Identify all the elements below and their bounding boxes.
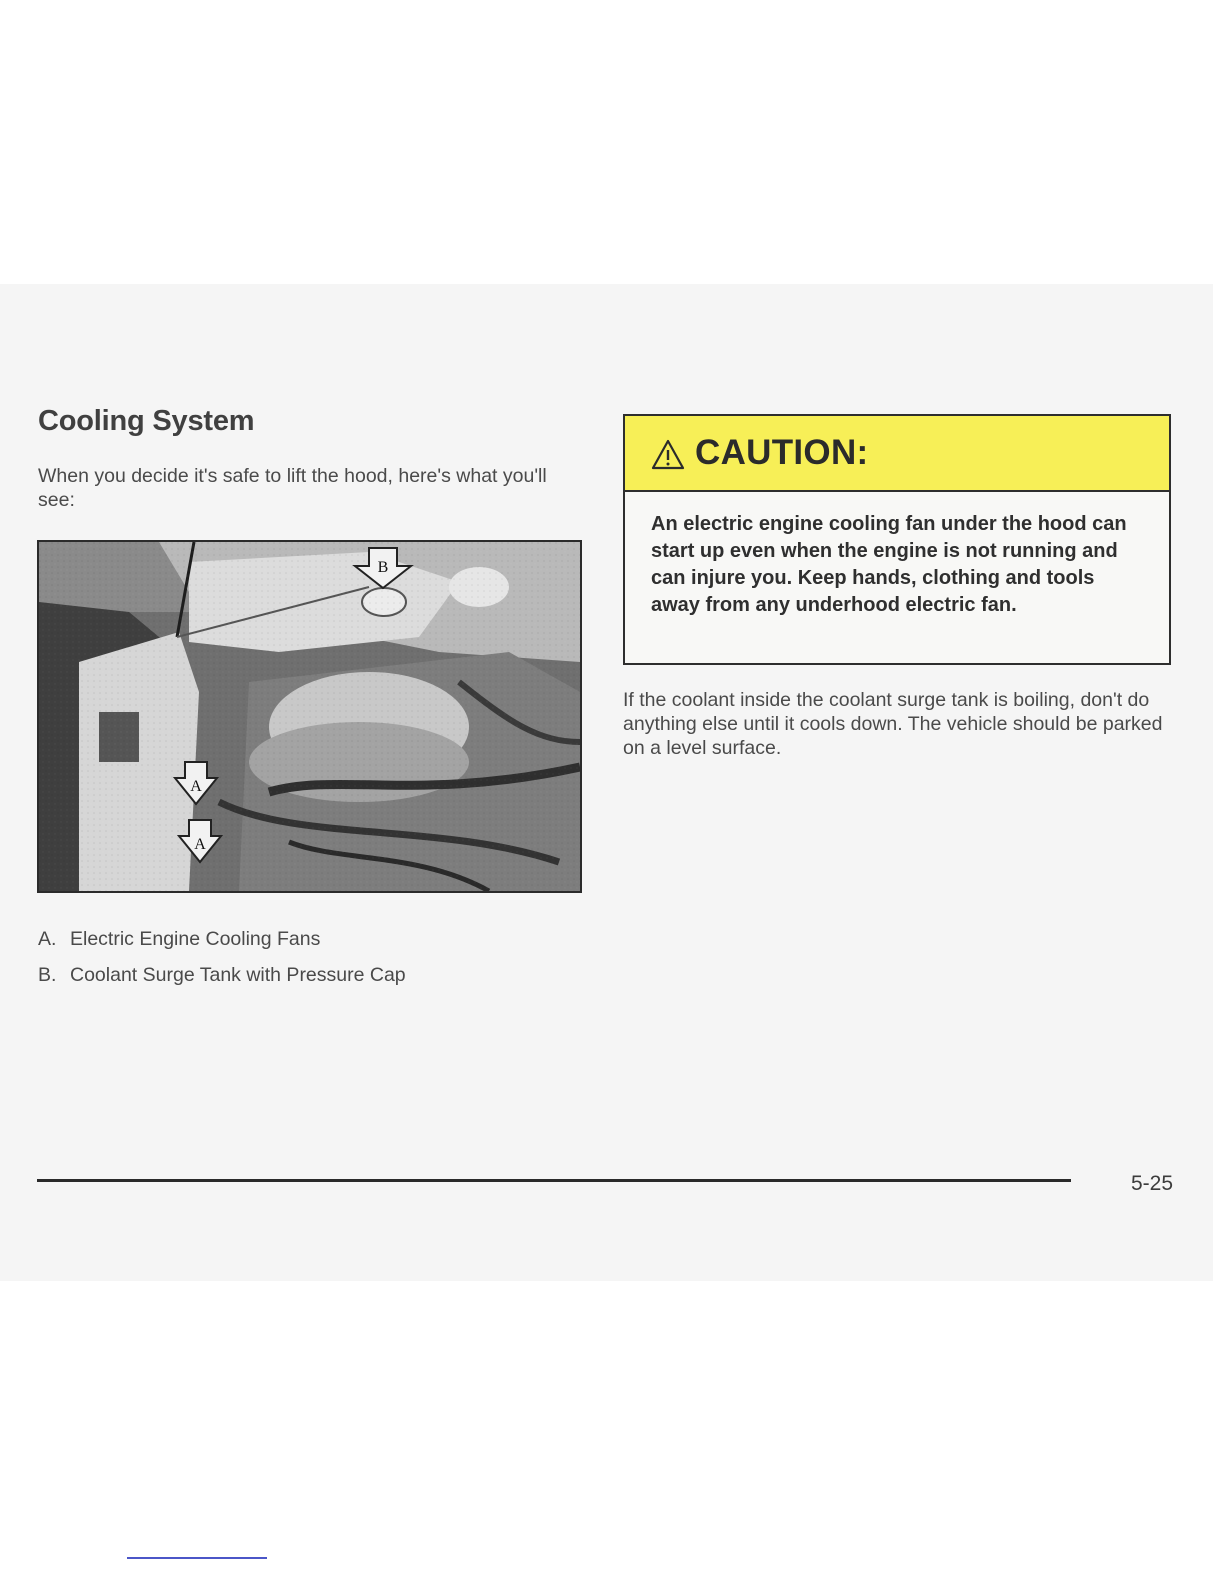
warning-triangle-icon <box>651 439 685 471</box>
svg-text:A: A <box>194 836 206 853</box>
intro-paragraph: When you decide it's safe to lift the hood, here's what you'll see: <box>38 465 547 511</box>
caution-header <box>625 416 1169 492</box>
caution-text: An electric engine cooling fan under the hood can start up even when the engine is not running and can injure you. Keep hands, clothing and tools away from any underhood electric fan. <box>651 513 1127 616</box>
callout-letter: B. <box>38 964 57 986</box>
footer-rule <box>37 1179 1071 1182</box>
coolant-paragraph: If the coolant inside the coolant surge tank is boiling, don't do anything else until it cools down. The vehicle should be parked on a level surface. <box>623 689 1163 759</box>
section-title: Cooling System <box>38 405 255 437</box>
engine-illustration <box>39 542 580 891</box>
caution-heading: CAUTION: <box>695 433 869 472</box>
callout-item-b <box>38 957 406 993</box>
page-number: 5-25 <box>1131 1172 1174 1195</box>
svg-text:B: B <box>377 559 389 576</box>
svg-text:A: A <box>190 778 202 795</box>
callout-list <box>38 921 406 993</box>
callout-text: Electric Engine Cooling Fans <box>70 928 321 950</box>
caution-box <box>623 414 1171 665</box>
callout-text: Coolant Surge Tank with Pressure Cap <box>70 964 406 986</box>
callout-letter: A. <box>38 928 57 950</box>
engine-photo <box>37 540 582 893</box>
bottom-underline <box>127 1557 267 1559</box>
callout-item-a <box>38 921 406 957</box>
